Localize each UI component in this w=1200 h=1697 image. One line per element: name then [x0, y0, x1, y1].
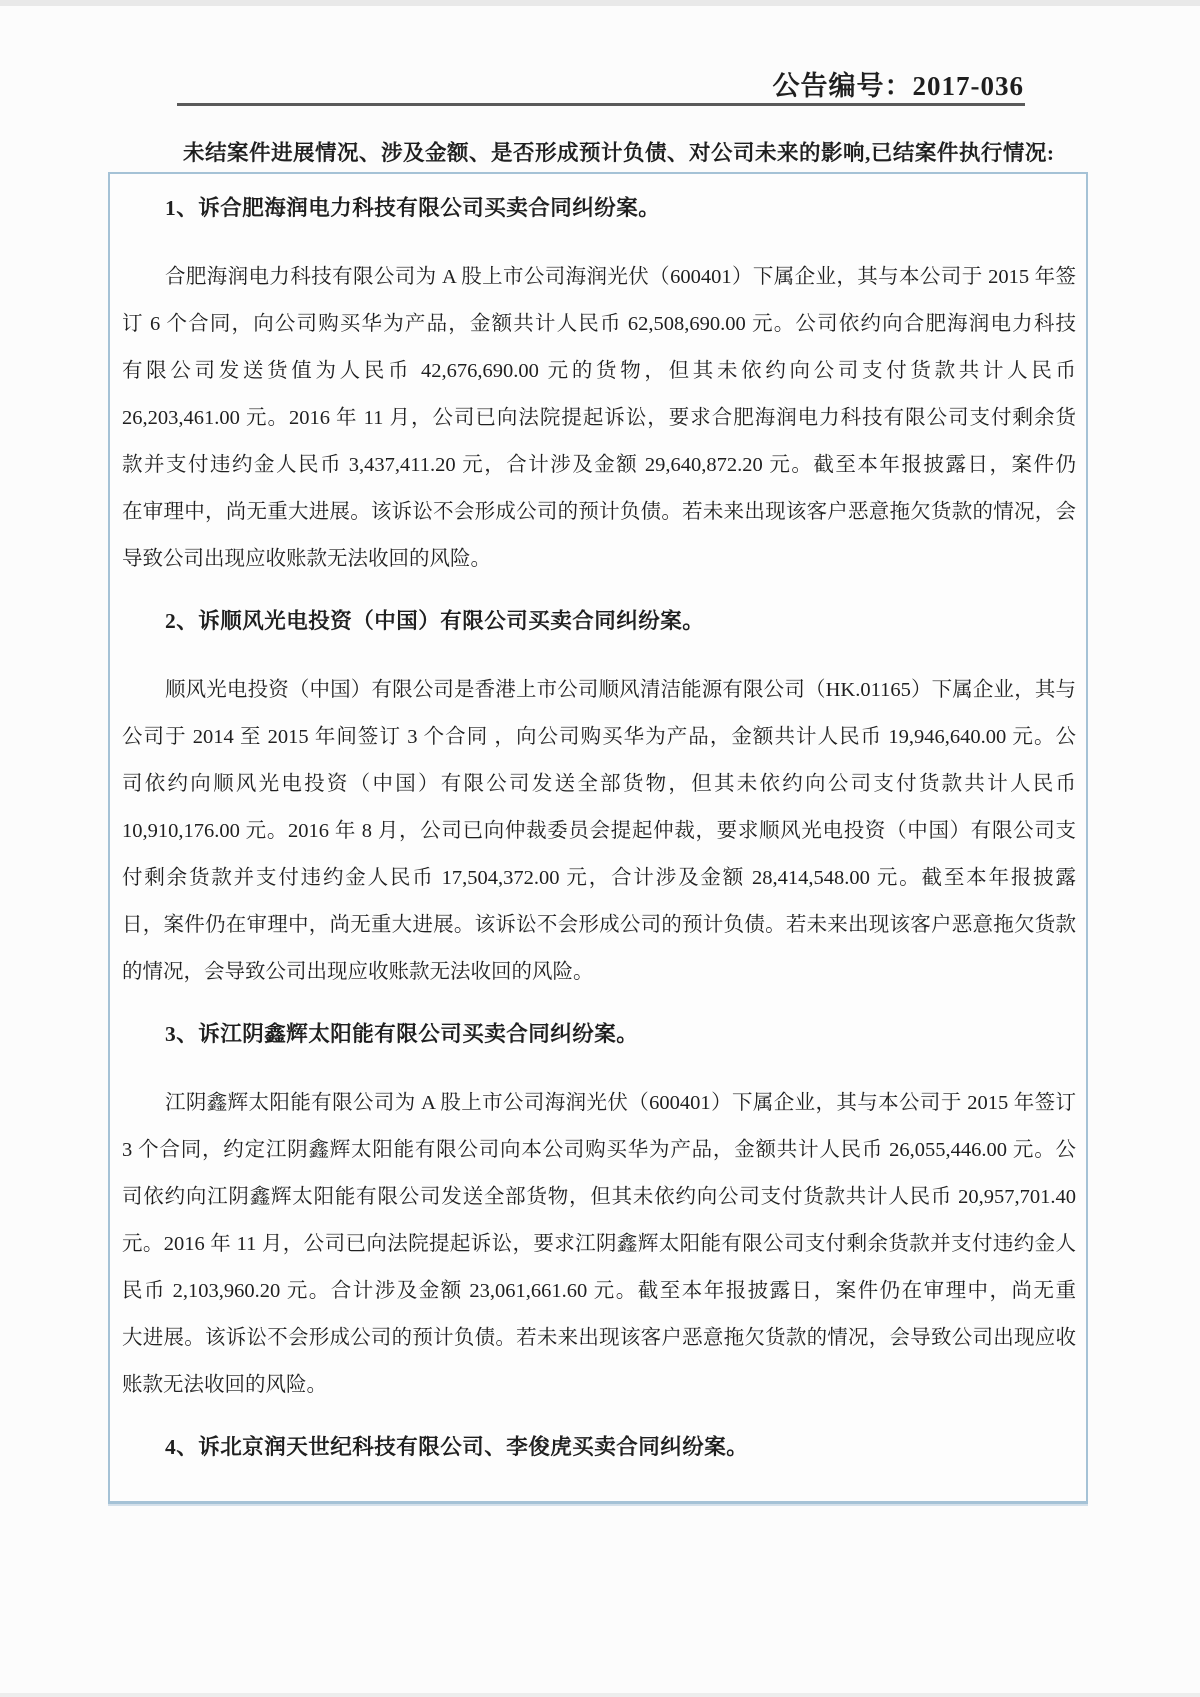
- paragraph-line: 订 6 个合同，向公司购买华为产品，金额共计人民币 62,508,690.00 元。公司依约向合肥海润电力科技: [122, 313, 1076, 335]
- section-paragraph: [122, 254, 1076, 583]
- section-case-1: [122, 192, 1076, 583]
- intro-heading: 未结案件进展情况、涉及金额、是否形成预计负债、对公司未来的影响,已结案件执行情况:: [183, 141, 1055, 165]
- paragraph-line: 3 个合同，约定江阴鑫辉太阳能有限公司向本公司购买华为产品，金额共计人民币 26,055,446.00 元。公: [122, 1139, 1076, 1161]
- section-title: 3、诉江阴鑫辉太阳能有限公司买卖合同纠纷案。: [165, 1022, 639, 1046]
- paragraph-line: 的情况，会导致公司出现应收账款无法收回的风险。: [122, 961, 594, 983]
- paragraph-line: 元。2016 年 11 月，公司已向法院提起诉讼，要求江阴鑫辉太阳能有限公司支付剩余货款并支付违约金人: [122, 1233, 1076, 1255]
- paragraph-line: 合肥海润电力科技有限公司为 A 股上市公司海润光伏（600401）下属企业，其与本公司于 2015 年签: [165, 266, 1076, 288]
- case-box: [108, 172, 1088, 1504]
- section-case-2: [122, 605, 1076, 996]
- paragraph-line: 付剩余货款并支付违约金人民币 17,504,372.00 元，合计涉及金额 28,414,548.00 元。截至本年报披露: [122, 867, 1076, 889]
- scan-edge-top: [0, 0, 1200, 6]
- paragraph-line: 公司于 2014 至 2015 年间签订 3 个合同 ，向公司购买华为产品，金额共计人民币 19,946,640.00 元。公: [122, 726, 1076, 748]
- paragraph-line: 款并支付违约金人民币 3,437,411.20 元，合计涉及金额 29,640,872.20 元。截至本年报披露日，案件仍: [122, 454, 1076, 476]
- section-case-3: [122, 1018, 1076, 1409]
- scan-edge-bottom: [0, 1693, 1200, 1697]
- paragraph-line: 在审理中，尚无重大进展。该诉讼不会形成公司的预计负债。若未来出现该客户恶意拖欠货款的情况，会: [122, 501, 1076, 523]
- paragraph-line: 民币 2,103,960.20 元。合计涉及金额 23,061,661.60 元。截至本年报披露日，案件仍在审理中，尚无重: [122, 1280, 1076, 1302]
- section-case-4: [122, 1431, 1076, 1463]
- paragraph-line: 江阴鑫辉太阳能有限公司为 A 股上市公司海润光伏（600401）下属企业，其与本公司于 2015 年签订: [165, 1092, 1076, 1114]
- paragraph-line: 导致公司出现应收账款无法收回的风险。: [122, 548, 491, 570]
- paragraph-line: 大进展。该诉讼不会形成公司的预计负债。若未来出现该客户恶意拖欠货款的情况，会导致公司出现应收: [122, 1327, 1076, 1349]
- paragraph-line: 顺风光电投资（中国）有限公司是香港上市公司顺风清洁能源有限公司（HK.01165）下属企业，其与: [165, 679, 1076, 701]
- paragraph-line: 有限公司发送货值为人民币 42,676,690.00 元的货物，但其未依约向公司支付货款共计人民币: [122, 360, 1076, 382]
- section-paragraph: [122, 1080, 1076, 1409]
- section-paragraph: [122, 667, 1076, 996]
- paragraph-line: 司依约向江阴鑫辉太阳能有限公司发送全部货物，但其未依约向公司支付货款共计人民币 20,957,701.40: [122, 1186, 1076, 1208]
- section-title: 4、诉北京润天世纪科技有限公司、李俊虎买卖合同纠纷案。: [165, 1435, 749, 1459]
- header-rule: [177, 103, 1025, 106]
- paragraph-line: 26,203,461.00 元。2016 年 11 月，公司已向法院提起诉讼，要求合肥海润电力科技有限公司支付剩余货: [122, 407, 1076, 429]
- section-title: 1、诉合肥海润电力科技有限公司买卖合同纠纷案。: [165, 196, 661, 220]
- paragraph-line: 日，案件仍在审理中，尚无重大进展。该诉讼不会形成公司的预计负债。若未来出现该客户恶意拖欠货款: [122, 914, 1076, 936]
- paragraph-line: 账款无法收回的风险。: [122, 1374, 327, 1396]
- section-title: 2、诉顺风光电投资（中国）有限公司买卖合同纠纷案。: [165, 609, 705, 633]
- paragraph-line: 司依约向顺风光电投资（中国）有限公司发送全部货物，但其未依约向公司支付货款共计人民币: [122, 773, 1076, 795]
- announcement-number: 公告编号：2017-036: [772, 71, 1024, 101]
- paragraph-line: 10,910,176.00 元。2016 年 8 月，公司已向仲裁委员会提起仲裁，要求顺风光电投资（中国）有限公司支: [122, 820, 1076, 842]
